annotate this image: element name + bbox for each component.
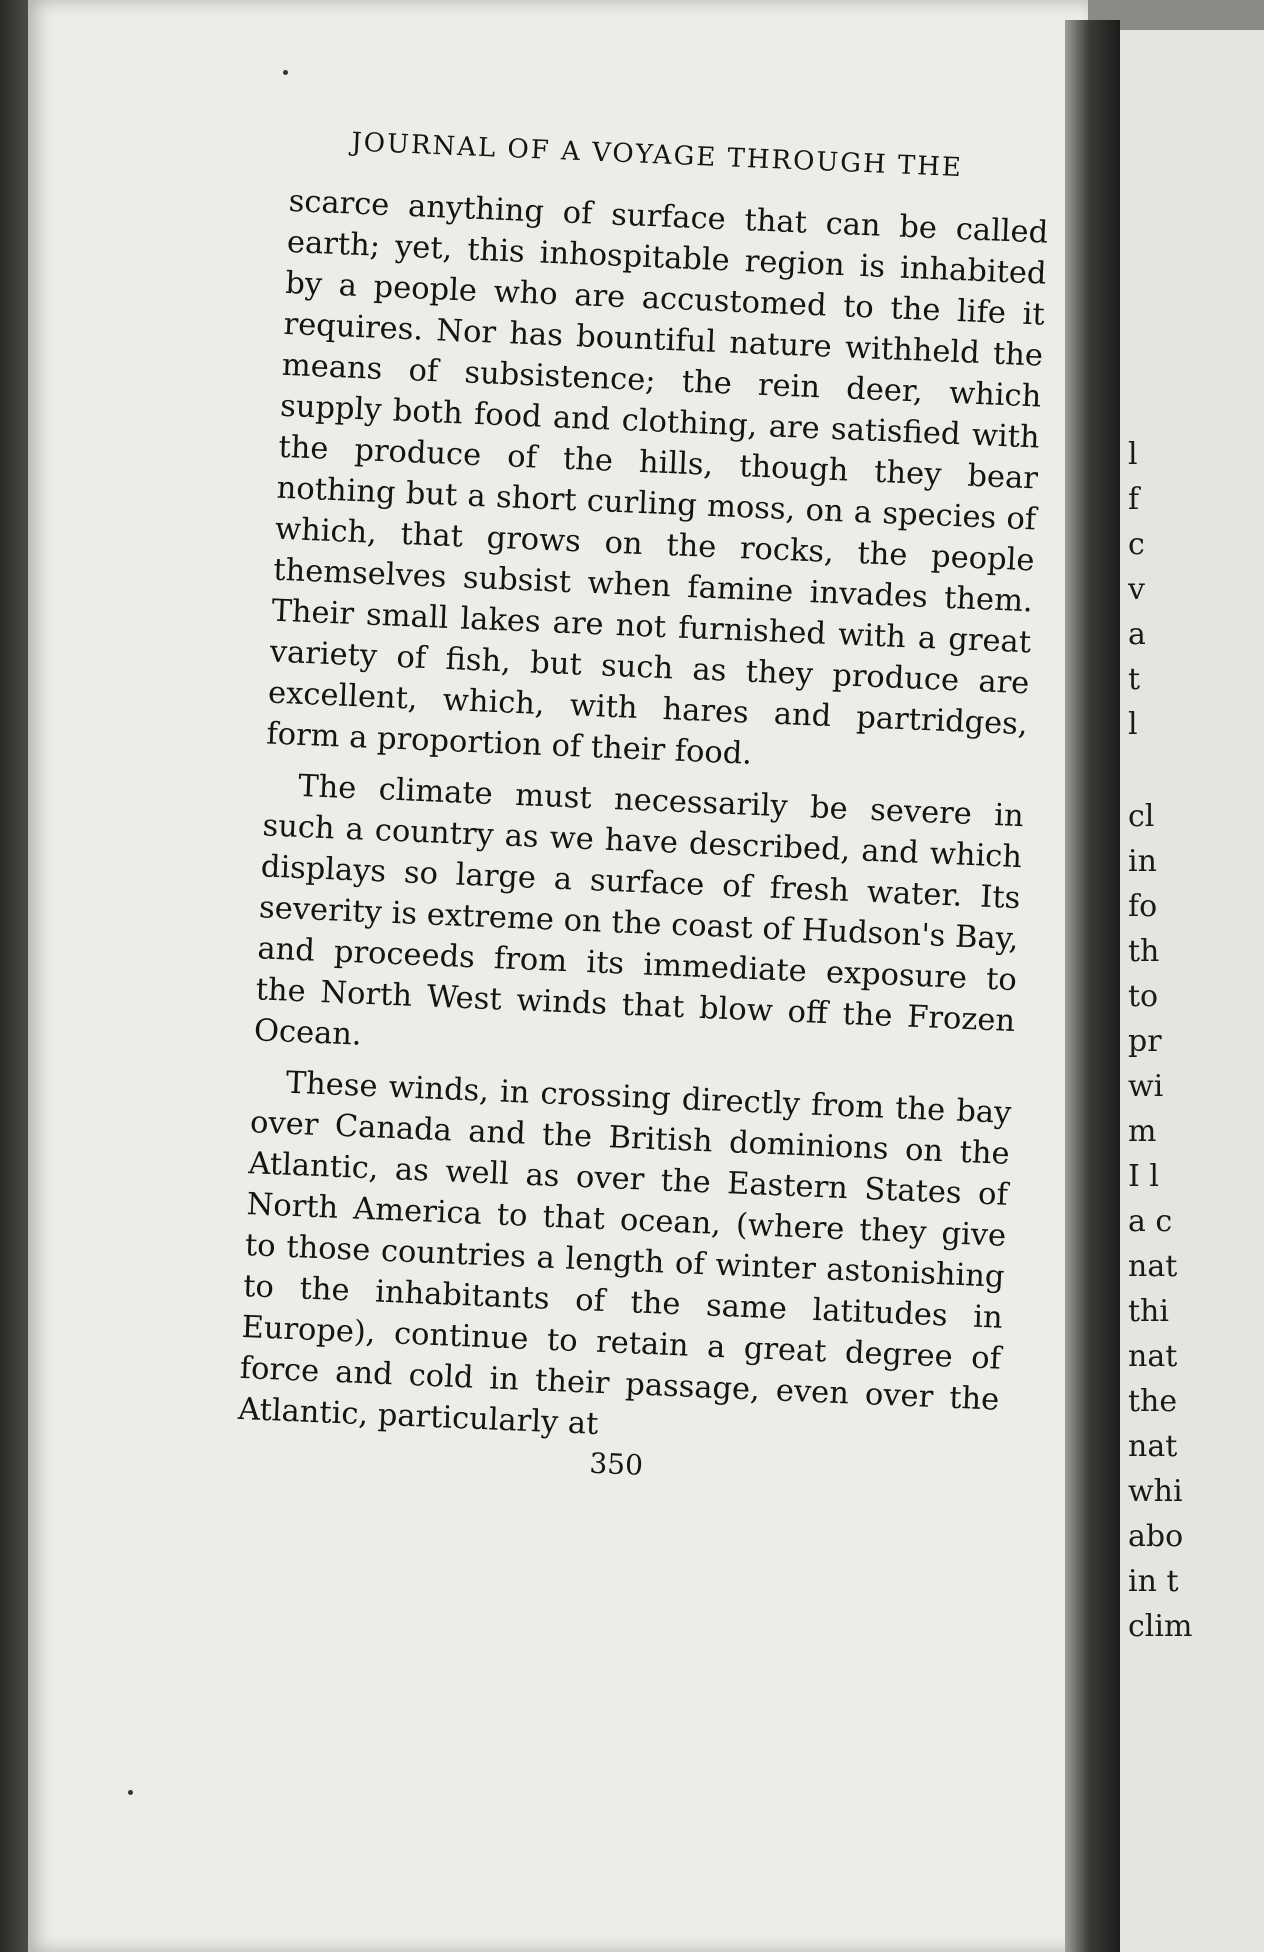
book-gutter bbox=[1065, 20, 1120, 1952]
right-page-edge bbox=[1120, 30, 1264, 1952]
right-page-fragment: fo bbox=[1128, 889, 1158, 924]
right-page-fragment: nat bbox=[1128, 1429, 1178, 1464]
paragraph-2: The climate must necessarily be severe in such a country as we have described, and which displays so large a surface of fresh water. Its severity is extreme on the coast of Hudson's Bay, and proceeds from its immediate exposure to the North West winds that blow off the Frozen Ocean. bbox=[253, 768, 1025, 1053]
right-page-fragment: wi bbox=[1128, 1069, 1164, 1104]
running-head: JOURNAL OF A VOYAGE THROUGH THE bbox=[350, 127, 964, 184]
right-page-fragment: the bbox=[1128, 1384, 1178, 1419]
right-page-fragment: nat bbox=[1128, 1249, 1178, 1284]
right-page-fragment: clim bbox=[1128, 1609, 1193, 1644]
right-page-fragment: v bbox=[1128, 572, 1145, 607]
right-page-fragment: cl bbox=[1128, 799, 1155, 834]
right-page-fragment: in bbox=[1128, 844, 1157, 879]
right-page-fragment: nat bbox=[1128, 1339, 1178, 1374]
ink-speck bbox=[283, 70, 288, 75]
ink-speck bbox=[128, 1790, 133, 1795]
right-page-fragment: in t bbox=[1128, 1564, 1179, 1599]
right-page-fragment: m bbox=[1128, 1114, 1157, 1149]
right-page-fragment: I l bbox=[1128, 1159, 1159, 1194]
paragraph-1: scarce anything of surface that can be called earth; yet, this inhospitable region is inhabited by a people who are accustomed to the life it requires. Nor has bountiful nature withheld the means of subsistence; the rein deer, which supply both food and clothing, are satisfied with the produce of the hills, though they bear nothing but a short curling moss, on a species of which, that grows on the rocks, the people themselves subsist when famine invades them. Their small lakes are not furnished with a great variety of fish, but such as they produce are excellent, which, with hares and partridges, form a proportion of their food. bbox=[265, 183, 1049, 772]
right-page-fragment: pr bbox=[1128, 1024, 1162, 1059]
right-page-fragment: whi bbox=[1128, 1474, 1183, 1509]
right-page-fragment: a bbox=[1128, 617, 1146, 652]
right-page-fragment: l bbox=[1128, 437, 1138, 472]
right-page-fragment: f bbox=[1128, 482, 1140, 517]
right-page-fragment: abo bbox=[1128, 1519, 1184, 1554]
page-number: 350 bbox=[588, 1446, 644, 1482]
page-text-block bbox=[236, 125, 1051, 1497]
right-page-fragment: a c bbox=[1128, 1204, 1173, 1239]
right-page-fragment: t bbox=[1128, 662, 1141, 697]
paragraph-3: These winds, in crossing directly from the bay over Canada and the British dominions on the Atlantic, as well as over the Eastern States of North America to that ocean, (where they give to those countries a length of winter astonishing to the inhabitants of the same latitudes in Europe), continue to retain a great degree of force and cold in their passage, even over the Atlantic, particularly at bbox=[237, 1065, 1012, 1442]
right-page-fragment: l bbox=[1128, 707, 1138, 742]
right-page-fragment: to bbox=[1128, 979, 1159, 1014]
right-page-fragment: th bbox=[1128, 934, 1160, 969]
right-page-fragment: c bbox=[1128, 527, 1145, 562]
right-page-fragment: thi bbox=[1128, 1294, 1169, 1329]
